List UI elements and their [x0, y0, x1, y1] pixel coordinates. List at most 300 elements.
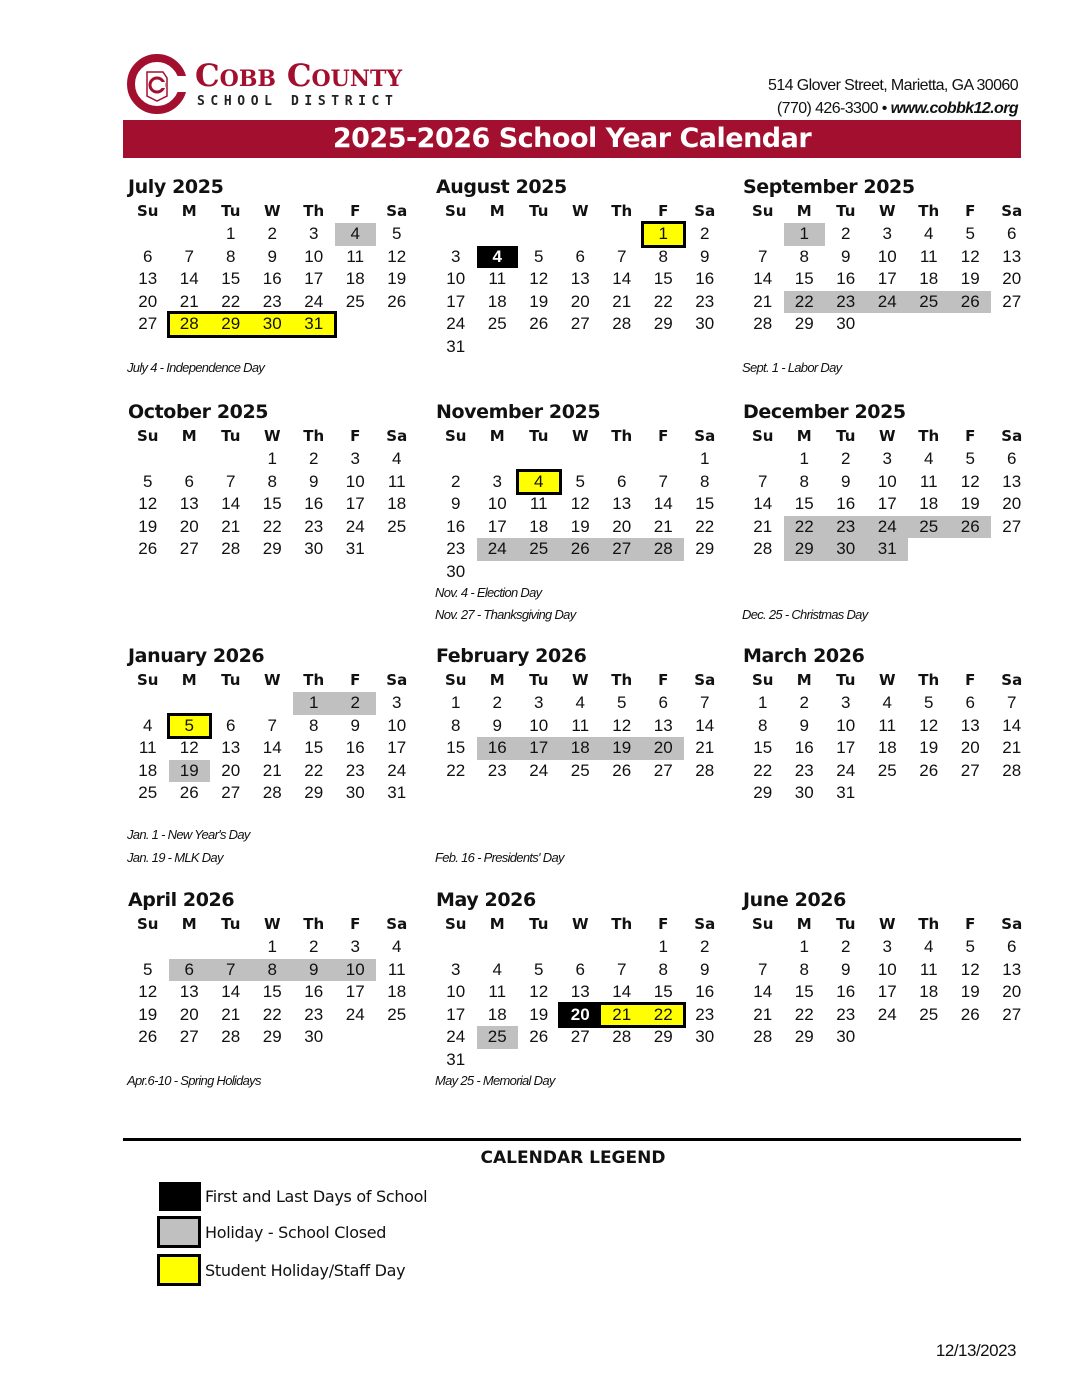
day-cell: 11: [571, 715, 590, 735]
day-cell: 9: [700, 959, 710, 979]
month-grid: [127, 425, 419, 561]
day-cell: 15: [221, 269, 241, 289]
day-cell: 22: [304, 760, 324, 780]
weekday-label: W: [878, 915, 896, 933]
weekday-label: F: [658, 671, 669, 689]
day-cell: 13: [570, 982, 590, 1002]
weekday-label: M: [796, 202, 812, 220]
week-row: [435, 1026, 727, 1049]
empty-day-cell: [252, 692, 294, 715]
day-cell: 10: [446, 982, 466, 1002]
month-title: November 2025: [436, 401, 601, 423]
week-row: [742, 493, 1034, 516]
day-cell: 23: [695, 1004, 715, 1024]
empty-day-cell: [684, 336, 726, 359]
weekday-label: Th: [918, 202, 940, 220]
weekday-label: Th: [303, 915, 325, 933]
day-cell: 31: [446, 1049, 466, 1069]
month-december-2025: [742, 399, 1034, 623]
day-cell: 20: [138, 291, 158, 311]
week-row: [127, 471, 419, 494]
empty-day-cell: [518, 561, 560, 584]
day-cell: 30: [345, 783, 365, 803]
day-cell: 2: [451, 471, 461, 491]
day-cell: 14: [221, 982, 241, 1002]
weekday-label: F: [658, 427, 669, 445]
month-title: December 2025: [743, 401, 906, 423]
day-cell: 3: [492, 471, 502, 491]
day-cell: 15: [262, 494, 282, 514]
day-cell: 19: [387, 269, 407, 289]
day-cell: 1: [451, 693, 461, 712]
holiday-note: [435, 824, 564, 847]
empty-day-cell: [950, 538, 992, 561]
empty-day-cell: [127, 223, 169, 246]
day-cell: 6: [184, 471, 194, 491]
day-cell: 9: [841, 471, 851, 491]
empty-day-cell: [742, 936, 784, 959]
legend-title: CALENDAR LEGEND: [480, 1148, 666, 1168]
website-link[interactable]: www.cobbk12.org: [890, 100, 1018, 117]
day-cell: 30: [836, 1027, 856, 1047]
weekday-label: Su: [137, 915, 159, 933]
day-cell: 25: [908, 516, 950, 539]
weekday-label: M: [181, 202, 197, 220]
holiday-note: Nov. 4 - Election Day: [435, 584, 542, 600]
day-cell: 28: [169, 313, 211, 336]
holiday-note: Apr.6-10 - Spring Holidays: [127, 1072, 261, 1088]
empty-day-cell: [601, 1049, 643, 1072]
day-cell: 25: [138, 783, 158, 803]
day-cell: 17: [304, 269, 324, 289]
day-cell: 22: [446, 760, 466, 780]
day-cell: 4: [492, 959, 502, 979]
day-cell: 21: [753, 1004, 773, 1024]
weekday-label: F: [965, 671, 976, 689]
week-row: [435, 715, 727, 738]
empty-day-cell: [518, 336, 560, 359]
day-cell: 16: [695, 269, 715, 289]
weekday-header-row: [127, 913, 419, 936]
day-cell: 15: [794, 269, 814, 289]
day-cell: 6: [575, 246, 585, 266]
day-cell: 12: [138, 982, 158, 1002]
day-cell: 9: [309, 471, 319, 491]
empty-day-cell: [169, 223, 211, 246]
day-cell: 19: [570, 516, 590, 536]
day-cell: 17: [487, 516, 507, 536]
month-grid: [127, 200, 419, 336]
weekday-label: W: [263, 202, 281, 220]
day-cell: 24: [304, 291, 324, 311]
day-cell: 14: [262, 738, 282, 758]
weekday-label: W: [571, 671, 589, 689]
day-cell: 27: [179, 1027, 199, 1047]
empty-day-cell: [643, 448, 685, 471]
weekday-label: Tu: [221, 915, 241, 933]
legend-label: Student Holiday/Staff Day: [205, 1260, 406, 1280]
holiday-note: Nov. 27 - Thanksgiving Day: [435, 607, 576, 623]
empty-day-cell: [560, 936, 602, 959]
month-title: January 2026: [128, 645, 265, 667]
week-row: [742, 692, 1034, 715]
weekday-label: F: [658, 202, 669, 220]
day-cell: 9: [700, 246, 710, 266]
week-row: [435, 223, 727, 246]
weekday-label: M: [796, 915, 812, 933]
day-cell: 24: [867, 291, 909, 314]
day-cell: 8: [799, 471, 809, 491]
phone-number: (770) 426-3300: [776, 100, 878, 117]
week-row: [742, 516, 1034, 539]
day-cell: 9: [350, 715, 360, 735]
holiday-notes: [127, 357, 264, 380]
day-cell: 6: [617, 471, 627, 491]
day-cell: 11: [138, 738, 157, 758]
day-cell: 18: [138, 760, 158, 780]
day-cell: 20: [643, 737, 685, 760]
day-cell: 28: [221, 539, 241, 559]
empty-day-cell: [867, 782, 909, 805]
day-cell: 21: [179, 291, 199, 311]
day-cell: 18: [919, 982, 939, 1002]
day-cell: 13: [612, 494, 632, 514]
month-grid: [742, 200, 1034, 336]
empty-day-cell: [477, 936, 519, 959]
month-october-2025: [127, 399, 419, 561]
day-cell: 26: [529, 1027, 549, 1047]
month-june-2026: [742, 887, 1034, 1049]
day-cell: 1: [758, 693, 768, 712]
day-cell: 1: [226, 224, 236, 243]
day-cell: 16: [794, 738, 814, 758]
day-cell: 14: [653, 494, 673, 514]
day-cell: 8: [658, 959, 668, 979]
day-cell: 7: [267, 715, 277, 735]
day-cell: 18: [560, 737, 602, 760]
day-cell: 3: [451, 246, 461, 266]
week-row: [742, 715, 1034, 738]
day-cell: 27: [601, 538, 643, 561]
bullet-separator: •: [881, 100, 887, 117]
day-cell: 4: [335, 223, 377, 246]
week-row: [127, 692, 419, 715]
day-cell: 4: [477, 246, 519, 269]
legend-item-first-last-day: [157, 1180, 427, 1212]
weekday-label: Th: [611, 202, 633, 220]
day-cell: 30: [304, 539, 324, 559]
day-cell: 27: [960, 760, 980, 780]
week-row: [127, 313, 419, 336]
day-cell: 10: [335, 959, 377, 982]
day-cell: 15: [653, 269, 673, 289]
day-cell: 7: [658, 471, 668, 491]
day-cell: 11: [488, 982, 507, 1002]
day-cell: 19: [960, 982, 980, 1002]
day-cell: 11: [346, 246, 365, 266]
day-cell: 16: [836, 269, 856, 289]
day-cell: 22: [753, 760, 773, 780]
black-swatch-icon: [159, 1182, 201, 1211]
day-cell: 21: [221, 1004, 241, 1024]
day-cell: 3: [350, 937, 360, 956]
day-cell: 21: [601, 1004, 643, 1027]
day-cell: 15: [794, 982, 814, 1002]
week-row: [127, 1004, 419, 1027]
weekday-label: Sa: [386, 427, 408, 445]
day-cell: 3: [841, 693, 851, 712]
week-row: [435, 538, 727, 561]
day-cell: 23: [825, 291, 867, 314]
weekday-label: Su: [752, 202, 774, 220]
day-cell: 27: [138, 314, 158, 334]
day-cell: 26: [950, 516, 992, 539]
week-row: [435, 448, 727, 471]
day-cell: 27: [570, 1027, 590, 1047]
holiday-note: Dec. 25 - Christmas Day: [742, 607, 868, 623]
weekday-header-row: [435, 200, 727, 223]
day-cell: 5: [534, 959, 544, 979]
week-row: [742, 1026, 1034, 1049]
day-cell: 18: [529, 516, 549, 536]
month-title: February 2026: [436, 645, 587, 667]
day-cell: 4: [924, 224, 934, 243]
empty-day-cell: [560, 561, 602, 584]
weekday-label: F: [350, 671, 361, 689]
day-cell: 9: [293, 959, 335, 982]
week-row: [435, 471, 727, 494]
weekday-label: F: [350, 427, 361, 445]
address-line: 514 Glover Street, Marietta, GA 30060: [768, 77, 1018, 94]
day-cell: 28: [612, 314, 632, 334]
day-cell: 4: [143, 715, 153, 735]
day-cell: 21: [653, 516, 673, 536]
week-row: [127, 268, 419, 291]
day-cell: 27: [1002, 1004, 1022, 1024]
day-cell: 30: [446, 561, 466, 581]
weekday-label: Su: [445, 427, 467, 445]
weekday-header-row: [127, 669, 419, 692]
day-cell: 10: [446, 269, 466, 289]
weekday-label: Th: [918, 427, 940, 445]
day-cell: 14: [753, 494, 773, 514]
day-cell: 8: [451, 715, 461, 735]
weekday-label: Th: [918, 915, 940, 933]
day-cell: 8: [226, 246, 236, 266]
weekday-label: Sa: [1001, 671, 1023, 689]
weekday-label: W: [571, 915, 589, 933]
day-cell: 6: [658, 693, 668, 712]
empty-day-cell: [518, 223, 560, 246]
day-cell: 13: [1002, 246, 1022, 266]
weekday-header-row: [127, 200, 419, 223]
week-row: [435, 516, 727, 539]
day-cell: 4: [518, 471, 560, 494]
holiday-note: Jan. 1 - New Year's Day: [127, 827, 250, 842]
month-title: October 2025: [128, 401, 269, 423]
day-cell: 5: [143, 959, 153, 979]
weekday-label: Sa: [1001, 202, 1023, 220]
day-cell: 28: [612, 1027, 632, 1047]
day-cell: 27: [570, 314, 590, 334]
weekday-label: Tu: [836, 427, 856, 445]
day-cell: 15: [653, 982, 673, 1002]
day-cell: 7: [758, 959, 768, 979]
day-cell: 1: [799, 937, 809, 956]
day-cell: 18: [487, 1004, 507, 1024]
day-cell: 10: [487, 494, 507, 514]
holiday-notes: [742, 582, 868, 627]
day-cell: 19: [529, 291, 549, 311]
day-cell: 2: [309, 937, 319, 956]
day-cell: 29: [304, 783, 324, 803]
district-subtitle: SCHOOL DISTRICT: [197, 94, 399, 109]
day-cell: 7: [184, 246, 194, 266]
day-cell: 11: [529, 494, 548, 514]
day-cell: 21: [221, 516, 241, 536]
holiday-note: May 25 - Memorial Day: [435, 1072, 555, 1088]
day-cell: 13: [960, 715, 980, 735]
day-cell: 6: [169, 959, 211, 982]
day-cell: 29: [262, 1027, 282, 1047]
day-cell: 29: [753, 783, 773, 803]
day-cell: 19: [919, 738, 939, 758]
empty-day-cell: [991, 1026, 1033, 1049]
empty-day-cell: [560, 223, 602, 246]
month-august-2025: [435, 174, 727, 359]
empty-day-cell: [950, 1026, 992, 1049]
day-cell: 6: [1007, 449, 1017, 468]
day-cell: 19: [960, 269, 980, 289]
empty-day-cell: [908, 782, 950, 805]
day-cell: 15: [304, 738, 324, 758]
day-cell: 26: [138, 539, 158, 559]
day-cell: 5: [534, 246, 544, 266]
day-cell: 10: [836, 715, 856, 735]
day-cell: 29: [262, 539, 282, 559]
day-cell: 27: [1002, 516, 1022, 536]
weekday-header-row: [127, 425, 419, 448]
empty-day-cell: [518, 1049, 560, 1072]
week-row: [435, 291, 727, 314]
week-row: [435, 313, 727, 336]
day-cell: 21: [753, 291, 773, 311]
week-row: [435, 1004, 727, 1027]
day-cell: 24: [529, 760, 549, 780]
week-row: [127, 516, 419, 539]
day-cell: 18: [919, 269, 939, 289]
month-title: September 2025: [743, 176, 915, 198]
day-cell: 17: [877, 494, 897, 514]
holiday-note: Jan. 19 - MLK Day: [127, 849, 223, 865]
day-cell: 12: [179, 738, 199, 758]
day-cell: 2: [700, 937, 710, 956]
empty-day-cell: [684, 561, 726, 584]
day-cell: 13: [1002, 471, 1022, 491]
empty-day-cell: [169, 692, 211, 715]
day-cell: 17: [345, 982, 365, 1002]
month-title: August 2025: [436, 176, 567, 198]
day-cell: 14: [612, 269, 632, 289]
day-cell: 15: [446, 738, 466, 758]
day-cell: 31: [836, 783, 856, 803]
day-cell: 27: [1002, 291, 1022, 311]
month-title: May 2026: [436, 889, 536, 911]
day-cell: 25: [345, 291, 365, 311]
day-cell: 18: [387, 494, 407, 514]
weekday-label: M: [489, 915, 505, 933]
weekday-label: W: [878, 671, 896, 689]
day-cell: 9: [799, 715, 809, 735]
day-cell: 16: [345, 738, 365, 758]
district-name: Cobb County: [195, 58, 403, 94]
empty-day-cell: [477, 1049, 519, 1072]
day-cell: 13: [138, 269, 158, 289]
day-cell: 24: [446, 314, 466, 334]
day-cell: 25: [877, 760, 897, 780]
day-cell: 2: [309, 449, 319, 468]
day-cell: 5: [169, 715, 211, 738]
day-cell: 10: [345, 471, 365, 491]
week-row: [742, 959, 1034, 982]
week-row: [435, 760, 727, 783]
day-cell: 29: [784, 538, 826, 561]
day-cell: 22: [784, 516, 826, 539]
empty-day-cell: [867, 1026, 909, 1049]
day-cell: 17: [518, 737, 560, 760]
empty-day-cell: [684, 1049, 726, 1072]
day-cell: 12: [960, 246, 980, 266]
day-cell: 11: [919, 246, 938, 266]
weekday-label: W: [263, 915, 281, 933]
holiday-notes: [742, 357, 841, 380]
day-cell: 24: [836, 760, 856, 780]
day-cell: 25: [477, 1026, 519, 1049]
weekday-label: Su: [445, 671, 467, 689]
week-row: [742, 981, 1034, 1004]
empty-day-cell: [435, 936, 477, 959]
week-row: [742, 1004, 1034, 1027]
weekday-label: Th: [611, 915, 633, 933]
day-cell: 16: [262, 269, 282, 289]
empty-day-cell: [169, 448, 211, 471]
yellow-swatch-icon: [157, 1254, 201, 1286]
week-row: [742, 223, 1034, 246]
day-cell: 14: [695, 715, 715, 735]
day-cell: 13: [570, 269, 590, 289]
day-cell: 4: [575, 693, 585, 712]
day-cell: 12: [570, 494, 590, 514]
day-cell: 25: [919, 1004, 939, 1024]
week-row: [127, 538, 419, 561]
day-cell: 8: [799, 246, 809, 266]
day-cell: 7: [758, 246, 768, 266]
weekday-label: Sa: [694, 427, 716, 445]
day-cell: 26: [387, 291, 407, 311]
day-cell: 12: [612, 715, 632, 735]
day-cell: 28: [221, 1027, 241, 1047]
day-cell: 21: [612, 291, 632, 311]
weekday-label: Su: [752, 427, 774, 445]
empty-day-cell: [601, 336, 643, 359]
empty-day-cell: [376, 1026, 418, 1049]
empty-day-cell: [991, 782, 1033, 805]
day-cell: 13: [179, 494, 199, 514]
weekday-label: Sa: [386, 915, 408, 933]
empty-day-cell: [560, 448, 602, 471]
month-grid: [742, 913, 1034, 1049]
weekday-label: Th: [303, 671, 325, 689]
